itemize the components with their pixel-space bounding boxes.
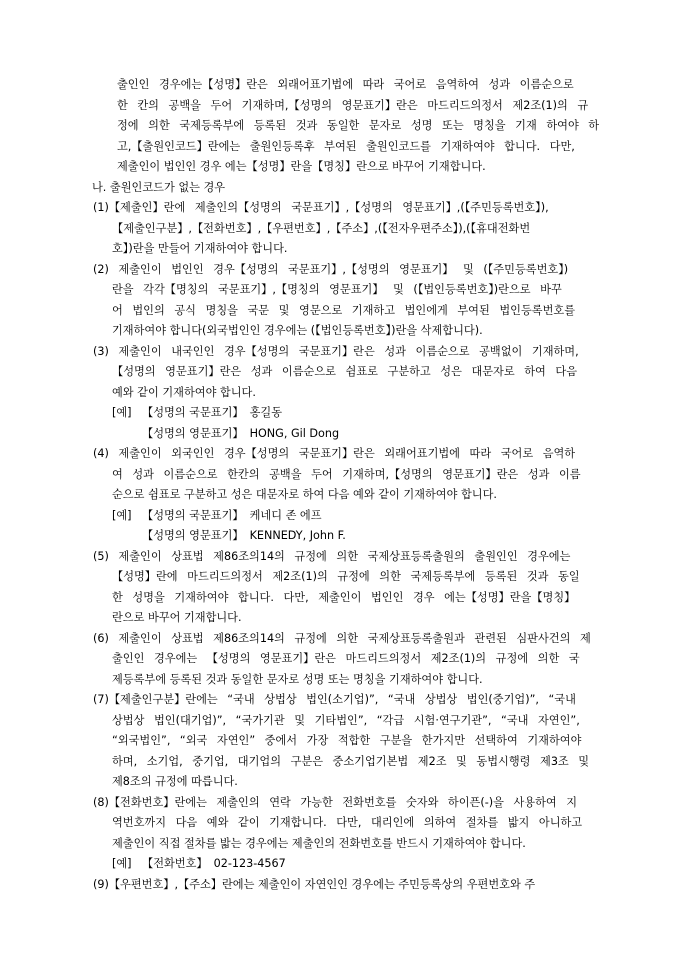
item-4-line: 여 성과 이름순으로 한칸의 공백을 두어 기재하며,【성명의 영문표기】란은 성과 이름 — [112, 467, 581, 481]
item-4-first-line: (4) 제출인이 외국인인 경우【성명의 국문표기】란은 외래어표기법에 따라 국어로 음역하 — [93, 447, 576, 460]
example-prefix: [예] — [112, 857, 132, 870]
item-1-line: 【제출인구분】,【전화번호】,【우편번호】,【주소】,(【전자우편주소】),(【휴대전화번 — [112, 221, 531, 235]
example-prefix: [예] — [112, 406, 132, 419]
intro-line: 한 칸의 공백을 두어 기재하며,【성명의 영문표기】란은 마드리드의정서 제2조(1)의 규 — [117, 98, 589, 112]
item-1-first-line: (1)【제출인】란에 제출인의【성명의 국문표기】,【성명의 영문표기】,(【주민등록번호】), — [93, 201, 549, 214]
example-value: HONG, Gil Dong — [249, 426, 340, 440]
example-label: 【성명의 국문표기】 — [142, 508, 244, 522]
item-8-line: 역번호까지 다음 예와 같이 기재합니다. 다만, 대리인에 의하여 절차를 밟지 아니하고 — [112, 816, 583, 829]
example-label: 【성명의 영문표기】 — [142, 529, 244, 542]
intro-line: 제출인이 법인인 경우 에는【성명】란을【명칭】란으로 바꾸어 기재합니다. — [117, 160, 486, 173]
example-prefix: [예] — [112, 508, 132, 522]
item-5-line: 란으로 바꾸어 기재합니다. — [112, 611, 242, 624]
item-8-first-line: (8)【전화번호】란에는 제출인의 연락 가능한 전화번호를 숫자와 하이픈(-)을 사용하여 지 — [93, 795, 578, 809]
intro-line: 출인인 경우에는【성명】란은 외래어표기법에 따라 국어로 음역하여 성과 이름순으로 — [117, 78, 574, 91]
example-label: 【전화번호】 — [142, 857, 208, 870]
item-5-line: 【성명】란에 마드리드의정서 제2조(1)의 규정에 의한 국제등록부에 등록된 것과 동일 — [112, 570, 580, 583]
example-label: 【성명의 국문표기】 — [142, 406, 244, 419]
item-7-line: 상법상 법인(대기업)”, “국가기관 및 기타법인”, “각급 시험·연구기관”, “국내 자연인”, — [112, 713, 580, 727]
item-6-first-line: (6) 제출인이 상표법 제86조의14의 규정에 의한 국제상표등록출원과 관련된 심판사건의 제 — [93, 631, 591, 645]
item-9-first-line: (9)【우편번호】,【주소】란에는 제출인이 자연인인 경우에는 주민등록상의 우편번호와 주 — [93, 877, 536, 891]
item-2-line: 란을 각각【명칭의 국문표기】,【명칭의 영문표기】 및 (【법인등록번호】)란으로 바꾸 — [112, 283, 562, 296]
item-2-line: 어 법인의 공식 명칭을 국문 및 영문으로 기재하고 법인에게 부여된 법인등록번호를 — [112, 303, 576, 317]
intro-line: 고,【출원인코드】란에는 출원인등록후 부여된 출원인코드를 기재하여야 합니다. 다만, — [117, 139, 575, 153]
item-7-line: 제8조의 규정에 따릅니다. — [112, 775, 238, 788]
item-5-first-line: (5) 제출인이 상표법 제86조의14의 규정에 의한 국제상표등록출원의 출원인인 경우에는 — [93, 549, 571, 563]
example-label: 【성명의 영문표기】 — [142, 426, 244, 440]
intro-line: 정에 의한 국제등록부에 등록된 것과 동일한 문자로 성명 또는 명칭을 기재 하여야 하 — [117, 119, 600, 132]
item-4-line: 순으로 쉼표로 구분하고 성은 대문자로 하여 다음 예와 같이 기재하여야 합니다. — [112, 488, 497, 501]
item-7-line: “외국법인”, “외국 자연인” 중에서 가장 적합한 구분을 한가지만 선택하여 기재하여야 — [112, 734, 582, 747]
example-value: 홍길동 — [249, 406, 283, 419]
item-8-line: 제출인이 직접 절차를 밟는 경우에는 제출인의 전화번호를 반드시 기재하여야 합니다. — [112, 836, 526, 850]
item-5-line: 한 성명을 기재하여야 합니다. 다만, 제출인이 법인인 경우 에는【성명】란을【명칭】 — [112, 590, 576, 604]
example-value: 케네디 존 에프 — [249, 508, 322, 522]
item-3-first-line: (3) 제출인이 내국인인 경우【성명의 국문표기】란은 성과 이름순으로 공백없이 기재하며, — [93, 344, 579, 358]
item-7-first-line: (7)【제출인구분】란에는 “국내 상법상 법인(소기업)”, “국내 상법상 법인(중기업)”, “국내 — [93, 693, 576, 706]
item-6-line: 제등록부에 등록된 것과 동일한 문자로 성명 또는 명칭을 기재하여야 합니다. — [112, 672, 483, 686]
item-1-line: 호】)란을 만들어 기재하여야 합니다. — [112, 242, 288, 255]
item-3-line: 예와 같이 기재하여야 합니다. — [112, 385, 256, 399]
item-3-line: 【성명의 영문표기】란은 성과 이름순으로 쉼표로 구분하고 성은 대문자로 하여 다음 — [112, 365, 578, 378]
section-title: 나. 출원인코드가 없는 경우 — [92, 180, 226, 194]
example-value: 02-123-4567 — [213, 857, 286, 870]
item-2-line: 기재하여야 합니다(외국법인인 경우에는 (【법인등록번호】)란을 삭제합니다). — [112, 324, 483, 337]
item-2-first-line: (2) 제출인이 법인인 경우【성명의 국문표기】,【성명의 영문표기】 및 (【주민등록번호】) — [93, 262, 569, 276]
item-6-line: 출인인 경우에는 【성명의 영문표기】란은 마드리드의정서 제2조(1)의 규정에 의한 국 — [112, 652, 580, 665]
item-7-line: 하며, 소기업, 중기업, 대기업의 구분은 중소기업기본법 제2조 및 동법시행령 제3조 및 — [112, 754, 590, 768]
example-value: KENNEDY, John F. — [249, 529, 346, 542]
